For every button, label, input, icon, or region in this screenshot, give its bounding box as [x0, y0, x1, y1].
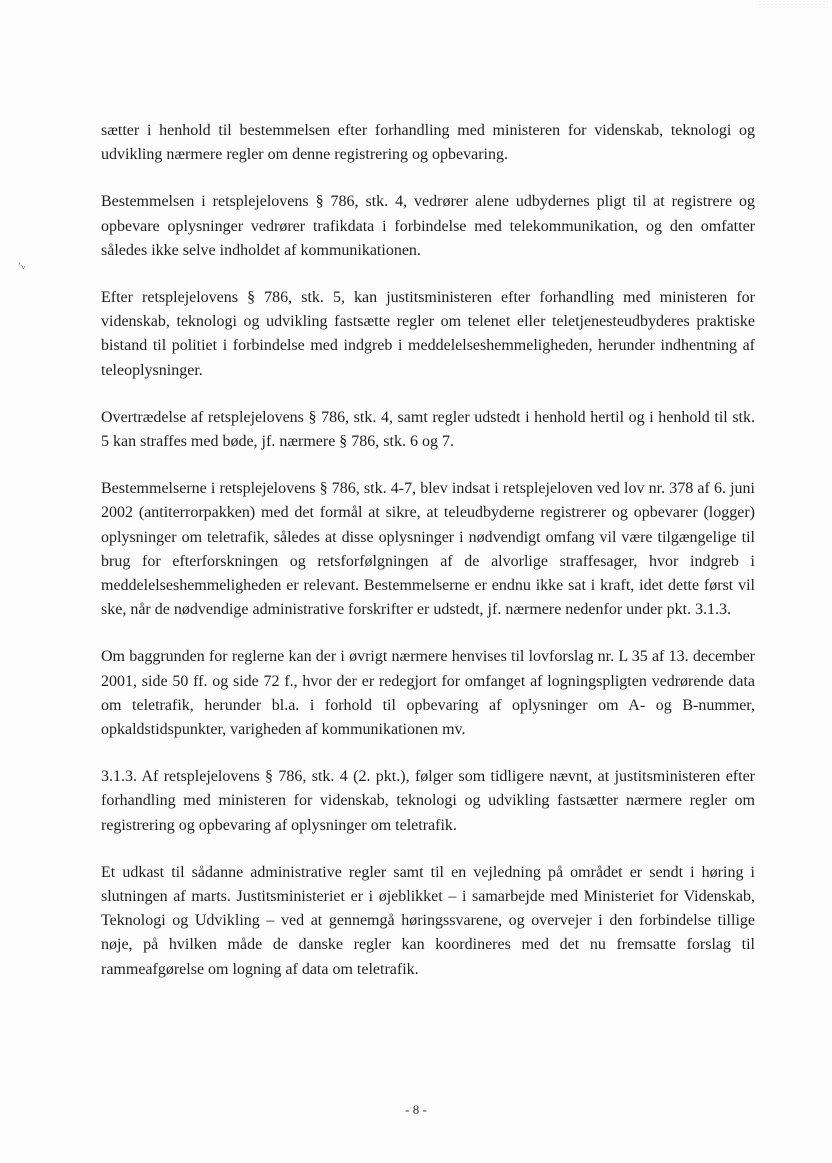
paragraph: Efter retsplejelovens § 786, stk. 5, kan justitsministeren efter forhandling med ministeren for videnskab, teknologi og udvikling fastsætte regler om telenet eller teletjenesteudbyderes praktiske bistand til politiet i forbindelse med indgreb i meddelelseshemmeligheden, herunder indhentning af teleoplysninger. [101, 289, 755, 379]
paragraph: 3.1.3. Af retsplejelovens § 786, stk. 4 (2. pkt.), følger som tidligere nævnt, at justitsministeren efter forhandling med ministeren for videnskab, teknologi og udvikling fastsætter nærmere regler om registrering og opbevaring af oplysninger om teletrafik. [101, 768, 755, 834]
scan-noise [758, 0, 828, 8]
scan-artifact-mark: ʻ·ᵥ [18, 262, 25, 272]
page-number: - 8 - [405, 1102, 427, 1117]
paragraph: Bestemmelserne i retsplejelovens § 786, stk. 4-7, blev indsat i retsplejeloven ved lov nr. 378 af 6. juni 2002 (antiterrorpakken) med det formål at sikre, at teleudbyderne registrerer og opbevarer (logger) oplysninger om teletrafik, således at disse oplysninger i nødvendigt omfang vil være tilgængelige til brug for efterforskningen og retsforfølgningen af de alvorlige straffesager, hvor indgreb i meddelelseshemmeligheden er relevant. Bestemmelserne er endnu ikke sat i kraft, idet dette først vil ske, når de nødvendige administrative forskrifter er udstedt, jf. nærmere nedenfor under pkt. 3.1.3. [101, 480, 755, 619]
document-body [101, 119, 755, 982]
paragraph: sætter i henhold til bestemmelsen efter forhandling med ministeren for videnskab, teknologi og udvikling nærmere regler om denne registrering og opbevaring. [101, 122, 755, 164]
paragraph: Bestemmelsen i retsplejelovens § 786, stk. 4, vedrører alene udbydernes pligt til at registrere og opbevare oplysninger vedrører trafikdata i forbindelse med telekommunikation, og den omfatter således ikke selve indholdet af kommunikationen. [101, 193, 755, 259]
paragraph: Om baggrunden for reglerne kan der i øvrigt nærmere henvises til lovforslag nr. L 35 af 13. december 2001, side 50 ff. og side 72 f., hvor der er redegjort for omfanget af logningspligten vedrørende data om teletrafik, herunder bl.a. i forhold til opbevaring af oplysninger om A- og B-nummer, opkaldstidspunkter, varigheden af kommunikationen mv. [101, 648, 755, 739]
paragraph: Overtrædelse af retsplejelovens § 786, stk. 4, samt regler udstedt i henhold hertil og i henhold til stk. 5 kan straffes med bøde, jf. nærmere § 786, stk. 6 og 7. [101, 408, 755, 451]
paragraph: Et udkast til sådanne administrative regler samt til en vejledning på området er sendt i høring i slutningen af marts. Justitsministeriet er i øjeblikket – i samarbejde med Ministeriet for Videnskab, Teknologi og Udvikling – ved at gennemgå høringssvarene, og overvejer i den forbindelse tillige nøje, på hvilken måde de danske regler kan koordineres med det nu fremsatte forslag til rammeafgørelse om logning af data om teletrafik. [101, 863, 755, 978]
